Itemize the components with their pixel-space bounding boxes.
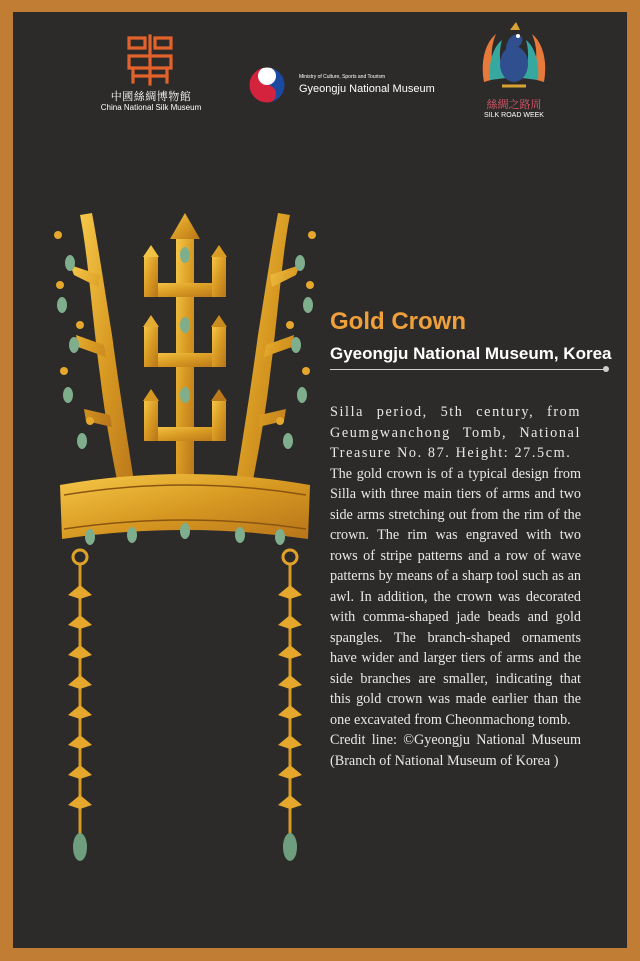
description-paragraph-credit: Credit line: ©Gyeongju National Museum (Branch of National Museum of Korea ) <box>330 732 581 769</box>
gyeongju-museum-logo <box>247 65 437 105</box>
horse-silk-road-week-icon <box>476 20 552 94</box>
silk-museum-logo-icon <box>125 34 175 86</box>
silk-museum-name-en: China National Silk Museum <box>100 103 202 112</box>
title-divider <box>330 369 606 370</box>
gyeongju-museum-label: Gyeongju National Museum <box>299 83 435 95</box>
gold-crown-photo <box>40 195 330 875</box>
description-paragraph-design: The gold crown is of a typical design from Silla with three main tiers of arms and two side arms stretching out from the rim of the crown. The rim was engraved with two rows of stripe patterns and a row of wave patterns by means of a sharp tool such as an awl. In addition, the crown was decorated with comma-shaped jade beads and gold spangles. The branch-shaped ornaments have wider and larger tiers of arms and the side branches are smaller, indicating that this gold crown was made earlier than the one excavated from Cheonmachong tomb. <box>330 465 581 728</box>
silk-road-week-name-en: SILK ROAD WEEK <box>484 112 544 119</box>
korean-taegeuk-emblem-icon <box>247 65 287 105</box>
artifact-title: Gold Crown <box>330 308 466 335</box>
china-silk-museum-logo <box>92 28 210 120</box>
divider-dot <box>603 366 609 372</box>
silk-road-week-logo <box>470 20 558 120</box>
silk-road-week-name-cn: 絲綢之路周 <box>486 98 542 111</box>
artifact-description <box>330 402 581 771</box>
ministry-label: Ministry of Culture, Sports and Tourism <box>299 74 386 80</box>
artifact-museum: Gyeongju National Museum, Korea <box>330 344 612 363</box>
description-paragraph-period: Silla period, 5th century, from Geumgwanchong Tomb, National Treasure No. 87. Height: 27.5cm. <box>330 404 581 461</box>
silk-museum-name-cn: 中國絲綢博物館 <box>110 90 192 103</box>
